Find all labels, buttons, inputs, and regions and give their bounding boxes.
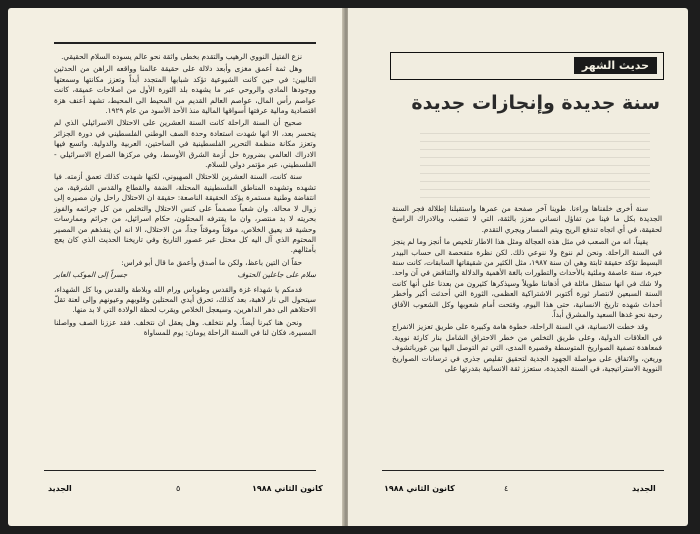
article-title: سنة جديدة وإنجازات جديدة [411, 92, 660, 114]
left-page-body [54, 52, 316, 457]
left-page [8, 8, 344, 526]
top-rule [54, 42, 316, 44]
paragraph: صحيح أن السنة الراحلة كانت السنة العشرين على الاحتلال الاسرائيلي الذي لم يتحسر بعد، الا انها شهدت استعادة وحدة الصف الوطني الفلسطيني في دورة الجزائر وتعزز مكانة منظمة التحرير الفلسطينية في الساحتين، العربية والدولية. واتسع فيها الادراك العالمي بضرورة حل أزمة الشرق الأوسط، وفي مركزها الصراع الاسرائيلي - الفلسطيني، عبر مؤتمر دولي للسلام. [54, 118, 316, 170]
section-header-box [390, 52, 664, 80]
footer-date: كانون الثاني ١٩٨٨ [252, 484, 323, 493]
paragraph: وهل ثمة أعمق مغزى وأبعد دلالة على حقيقة عالمنا وواقعه الراهن من الحدثين التاليين: في حين كانت الشيوعية تؤكد شبابها المتجدد أبداً وتعزز مكانتها وسمعتها ووجودها المادي والروحي عبر ما يشهده بلد الثورة الأول من اصلاحات عميقة، كانت عواصم رأس المال، عواصم العالم القديم من المحيط الى المحيط، تشهد أعنف هزة اقتصادية ومالية عرفتها أسواقها المالية منذ الأحد الأسود من عام ١٩٢٩. [54, 64, 316, 116]
bottom-rule [44, 470, 316, 471]
poem-verse [54, 270, 316, 280]
verse-first-hemistich: سلام على جاعلين الحتوف [237, 270, 316, 280]
footer-date: كانون الثاني ١٩٨٨ [384, 484, 455, 493]
paragraph: فدمكم يا شهداء غزة والقدس وطوباس ورام الله وبلاطة والقدس وبا كل الشهداء، سيتحول الى نار لاهبة، بعد كذلك، تحرق أيدي المحتلين وقلوبهم وعيونهم وإلى لعنة تقلّ الاحتلاهم الى دهر الداهرين، وسيعجل الخلاص ويقرب لحظة الولادة التي لا بد منها. [54, 284, 316, 315]
verse-second-hemistich: جسراً إلى الموكب العابر [54, 270, 128, 280]
bottom-rule [382, 470, 664, 471]
page-number: ٤ [504, 484, 509, 493]
paragraph: سنة أخرى خلفناها وراءنا. طوينا آخر صفحة من عمرها واستقبلنا إطلالة فجر السنة الجديدة بكل ما فينا من تفاؤل انساني معزز بالثقة، التي لا تنضب، وبالادراك الراسخ لحقيقة، في أي اتجاه تندفع الريح ويتم المسار ويجري التقدم. [392, 204, 662, 234]
paragraph: سنة كانت، السنة العشرين للاحتلال الصهيوني، لكنها شهدت كذلك تعمق أزمته. فيا تشهده وتشهده المناطق الفلسطينية المحتلة، الضفة والقطاع والقدس الشرقية، من انتفاضة وطنية مستمرة يؤكد الحقيقة الناصعة: حقيقة ان الاحتلال راحل وان مصيره إلى زوال لا محالة. وان شعباً مصمماً على كنس الاحتلال والتخلص من كل جرائمه والفوز بحريته لا بد منتصر، وان ما يقترفه المحتلون، حكام اسرائيل، من جرائم وممارسات وحشية قد يعيق الخلاص، موقتاً وموقتاً جداً، من الاحتلال، الا انه لن ينقذهم من المصير المحتوم الذي آل اليه كل محتل عبر عصور التاريخ وفي تاريخنا الحديث الذي كان يعج بأمثالهم. [54, 172, 316, 255]
paragraph: حقاً ان التين باعظ، ولكن ما أصدق وأعمق ما قال أبو فراس: [121, 257, 302, 267]
paragraph: وقد خطت الانسانية، في السنة الراحلة، خطوة هامة وكبيرة على طريق تعزيز الانفراج في العلاقات الدولية، وعلى طريق التخلص من خطر الاحتراق الشامل بنار كارثة نووية. فمعاهدة تصفية الصواريخ المتوسطة وقصيرة المدى، التي تم التوصل اليها بين غورباتشوف وريغن، والاتفاق على مواصلة الجهود الجدية لتحقيق تقليص جذري في ترسانات الصواريخ النووية الاستراتيجية، في السنة الجديدة، ستعزز ثقة الانسانية بقدرتها على [392, 322, 662, 374]
paragraph: نزع الفتيل النووي الرهيب والتقدم بخطى واثقة نحو عالم يسوده السلام الحقيقي. [61, 52, 302, 61]
paragraph: يقيناً، انه من الصعب في مثل هذه العجالة ومثل هذا الاطار تلخيص ما أنجز وما لم ينجز في السنة الراحلة. ونحن لم ننوع ولا ننوعي ذلك. لكن نظرة متفحصة الى حساب البيدر البسيط تؤكد حقيقة ثابتة وهي ان سنة ١٩٨٧، مثل الكثير من شقيقاتها السابقات، كانت سنة خيرة، سنة عاصفة وملئية بالأحداث والتطورات بالغة الأهمية والدلالة والتناقض في آن واحد. ولا شك في انها ستظل ماثلة في أذهاننا طويلاً وسيذكرها كثيرون من بعدنا على أنها كانت السنة السبعين لانتصار ثورة أكتوبر الاشتراكية العظمى، الثورة التي أحدثت أكبر وأخطر أحداث شهده تاريخ الانسانية، حتى هذا اليوم، وفتحت أمام شعوبها وكل الشعوب الآفاق رحبة نحو غدها السعيد والمشرق أبداً. [392, 237, 662, 320]
paragraph: ونحن هنا كبرنا أيضاً. ولم نتخلف. وهل يعقل ان نتخلف. فقد عززنا الصف وواصلنا المسيرة، فكان لنا في السنة الراحلة يومان: يوم للمساواة [54, 317, 316, 338]
right-page-body [392, 204, 662, 460]
right-page [348, 8, 688, 526]
section-label: حديث الشهر [574, 57, 657, 74]
page-number: ٥ [176, 484, 181, 493]
show-through-background [420, 128, 650, 198]
footer-magazine: الجديد [632, 484, 656, 493]
footer-magazine: الجديد [48, 484, 72, 493]
